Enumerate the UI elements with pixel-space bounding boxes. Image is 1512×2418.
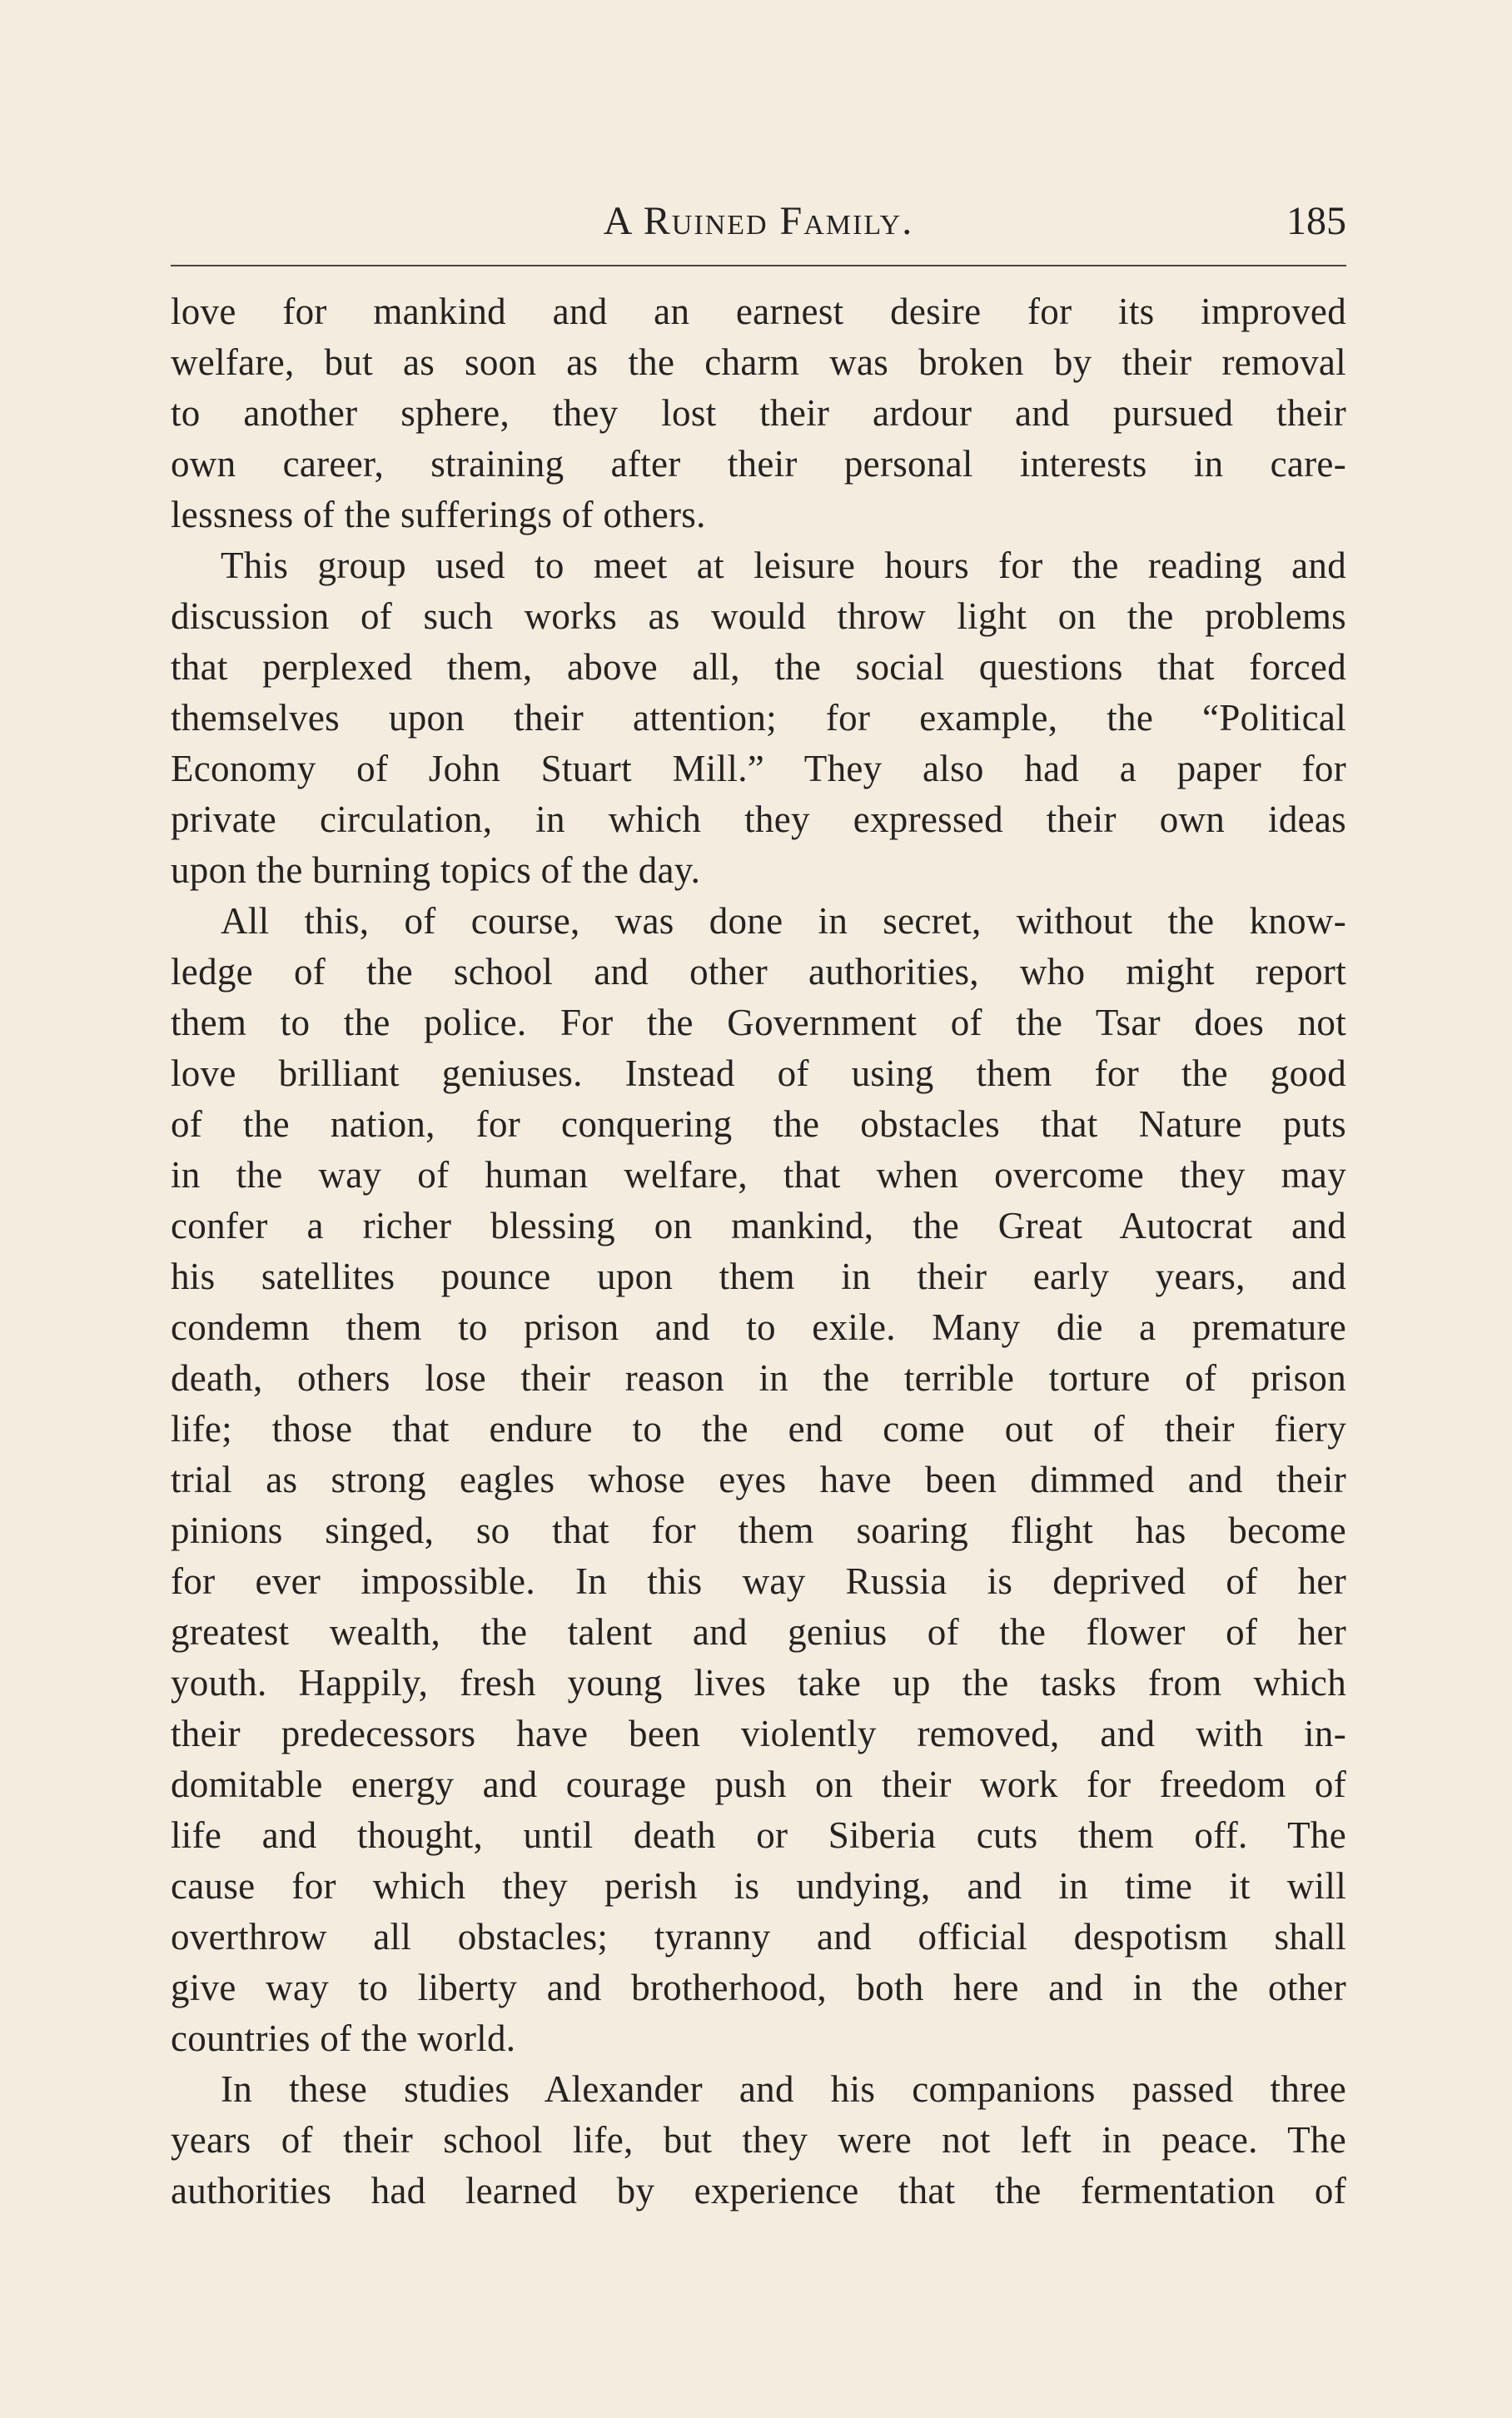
text-line: confer a richer blessing on mankind, the Great Autocrat and <box>171 1205 1346 1246</box>
text-line: upon the burning topics of the day. <box>171 849 701 891</box>
text-line: condemn them to prison and to exile. Many die a premature <box>171 1306 1346 1348</box>
text-line: love for mankind and an earnest desire for its improved <box>171 291 1346 332</box>
text-line: pinions singed, so that for them soaring flight has become <box>171 1510 1346 1551</box>
running-title: A Ruined Family. <box>603 199 914 243</box>
text-line: private circulation, in which they expressed their own ideas <box>171 799 1346 840</box>
text-line: life and thought, until death or Siberia cuts them off. The <box>171 1814 1346 1856</box>
text-line: lessness of the sufferings of others. <box>171 494 706 535</box>
text-line: discussion of such works as would throw light on the problems <box>171 595 1346 637</box>
text-line: cause for which they perish is undying, and in time it will <box>171 1865 1346 1907</box>
text-line: domitable energy and courage push on their work for freedom of <box>171 1764 1346 1805</box>
text-line: life; those that endure to the end come out of their fiery <box>171 1408 1346 1450</box>
text-line: Economy of John Stuart Mill.” They also had a paper for <box>171 748 1346 789</box>
text-line: in the way of human welfare, that when overcome they may <box>171 1154 1346 1196</box>
text-line: themselves upon their attention; for example, the “Political <box>171 697 1346 739</box>
text-line: In these studies Alexander and his companions passed three <box>221 2068 1346 2110</box>
text-line: that perplexed them, above all, the social questions that forced <box>171 646 1346 688</box>
body-text <box>171 286 1346 2216</box>
text-line: greatest wealth, the talent and genius of the flower of her <box>171 1611 1346 1653</box>
page-number: 185 <box>1286 199 1346 243</box>
text-line: give way to liberty and brotherhood, both here and in the other <box>171 1967 1346 2008</box>
text-line: for ever impossible. In this way Russia is deprived of her <box>171 1560 1346 1602</box>
text-line: own career, straining after their personal interests in care- <box>171 443 1346 485</box>
header-rule <box>171 265 1346 266</box>
text-line: ledge of the school and other authorities, who might report <box>171 951 1346 993</box>
text-line: overthrow all obstacles; tyranny and official despotism shall <box>171 1916 1346 1958</box>
text-line: of the nation, for conquering the obstacles that Nature puts <box>171 1103 1346 1145</box>
text-line: trial as strong eagles whose eyes have been dimmed and their <box>171 1459 1346 1500</box>
text-line: his satellites pounce upon them in their early years, and <box>171 1256 1346 1297</box>
text-line: welfare, but as soon as the charm was broken by their removal <box>171 341 1346 383</box>
text-line: death, others lose their reason in the terrible torture of prison <box>171 1357 1346 1399</box>
text-line: years of their school life, but they were not left in peace. The <box>171 2119 1346 2161</box>
text-line: them to the police. For the Government of the Tsar does not <box>171 1002 1346 1043</box>
page-header <box>171 197 1346 255</box>
text-line: to another sphere, they lost their ardour and pursued their <box>171 392 1346 434</box>
text-line: youth. Happily, fresh young lives take up the tasks from which <box>171 1662 1346 1704</box>
text-line: This group used to meet at leisure hours for the reading and <box>221 545 1346 586</box>
text-line: countries of the world. <box>171 2017 516 2059</box>
text-line: authorities had learned by experience that the fermentation of <box>171 2170 1346 2212</box>
text-line: their predecessors have been violently removed, and with in- <box>171 1713 1346 1754</box>
text-line: love brilliant geniuses. Instead of using them for the good <box>171 1052 1346 1094</box>
text-line: All this, of course, was done in secret, without the know- <box>221 900 1346 942</box>
